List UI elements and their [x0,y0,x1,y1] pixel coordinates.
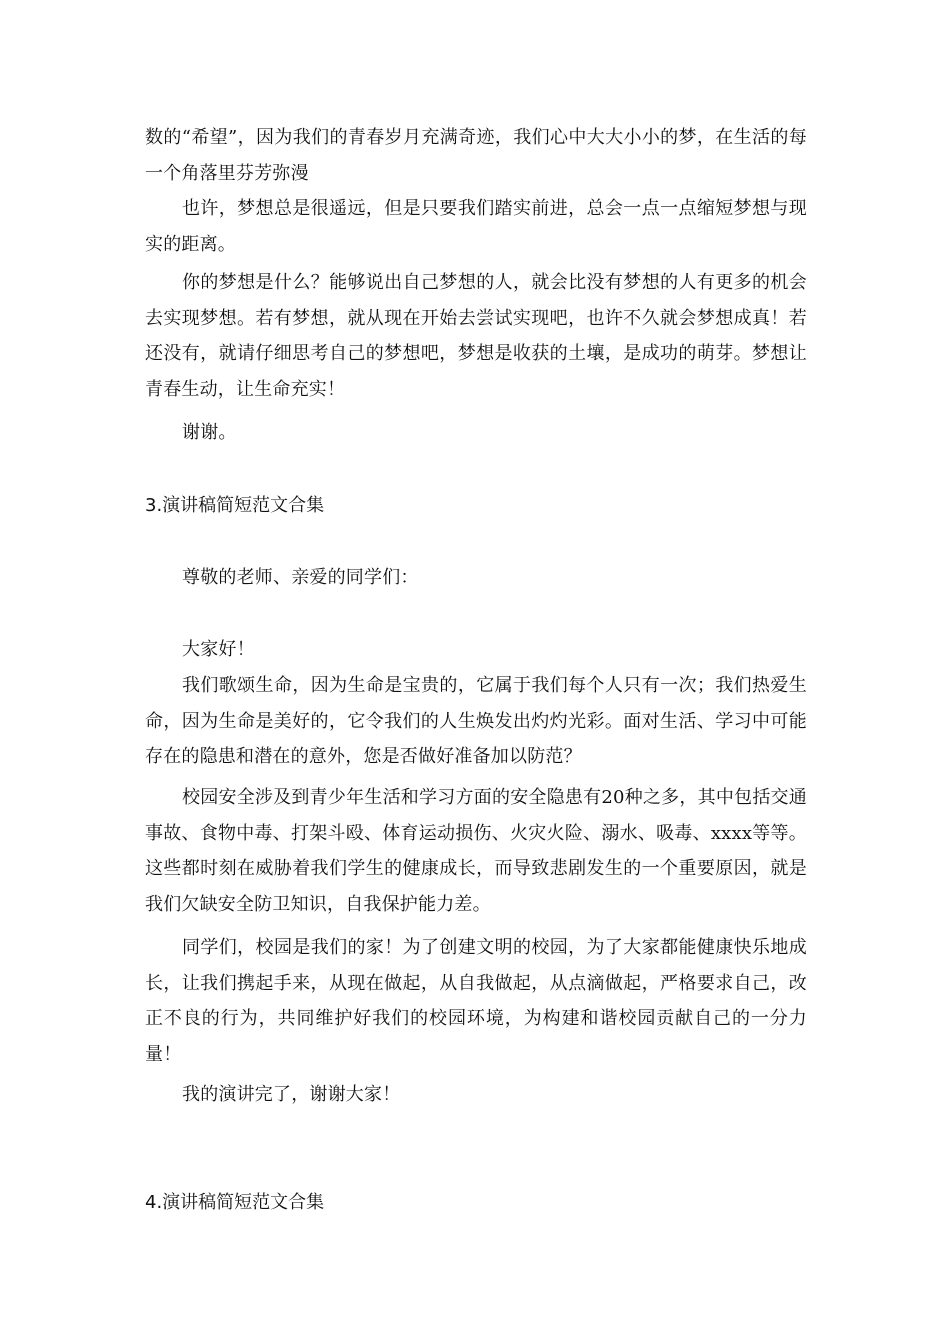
paragraph-closing: 我的演讲完了，谢谢大家！ [182,1084,401,1105]
paragraph-your-dream: 你的梦想是什么？能够说出自己梦想的人，就会比没有梦想的人有更多的机会去实现梦想。若有梦想，就从现在开始去尝试实现吧，也许不久就会梦想成真！若还没有，就请仔细思考自己的梦想吧，梦想是收获的土壤，是成功的萌芽。梦想让青春生动，让生命充实！ [145,272,807,400]
paragraph-call-to-action: 同学们，校园是我们的家！为了创建文明的校园，为了大家都能健康快乐地成长，让我们携起手来，从现在做起，从自我做起，从点滴做起，严格要求自己，改正不良的行为，共同维护好我们的校园环境，为构建和谐校园贡献自己的一分力量！ [145,937,807,1065]
paragraph-salutation: 尊敬的老师、亲爱的同学们： [182,567,419,588]
section-heading-3: 3.演讲稿简短范文合集 [145,495,325,516]
paragraph-campus-safety: 校园安全涉及到青少年生活和学习方面的安全隐患有20种之多，其中包括交通事故、食物中毒、打架斗殴、体育运动损伤、火灾火险、溺水、吸毒、xxxx等等。这些都时刻在威胁着我们学生的健康成长，而导致悲剧发生的一个重要原因，就是我们欠缺安全防卫知识，自我保护能力差。 [145,787,807,915]
paragraph-cherish-life: 我们歌颂生命，因为生命是宝贵的，它属于我们每个人只有一次；我们热爱生命，因为生命是美好的，它令我们的人生焕发出灼灼光彩。面对生活、学习中可能存在的隐患和潜在的意外，您是否做好准备加以防范？ [145,675,807,767]
paragraph-thanks: 谢谢。 [182,422,237,443]
paragraph-dream-distance: 也许，梦想总是很遥远，但是只要我们踏实前进，总会一点一点缩短梦想与现实的距离。 [145,198,807,255]
paragraph-dream-hope: 数的“希望”，因为我们的青春岁月充满奇迹，我们心中大大小小的梦，在生活的每一个角落里芬芳弥漫 [145,127,807,184]
paragraph-greeting: 大家好！ [182,639,255,660]
section-heading-4: 4.演讲稿简短范文合集 [145,1192,325,1213]
